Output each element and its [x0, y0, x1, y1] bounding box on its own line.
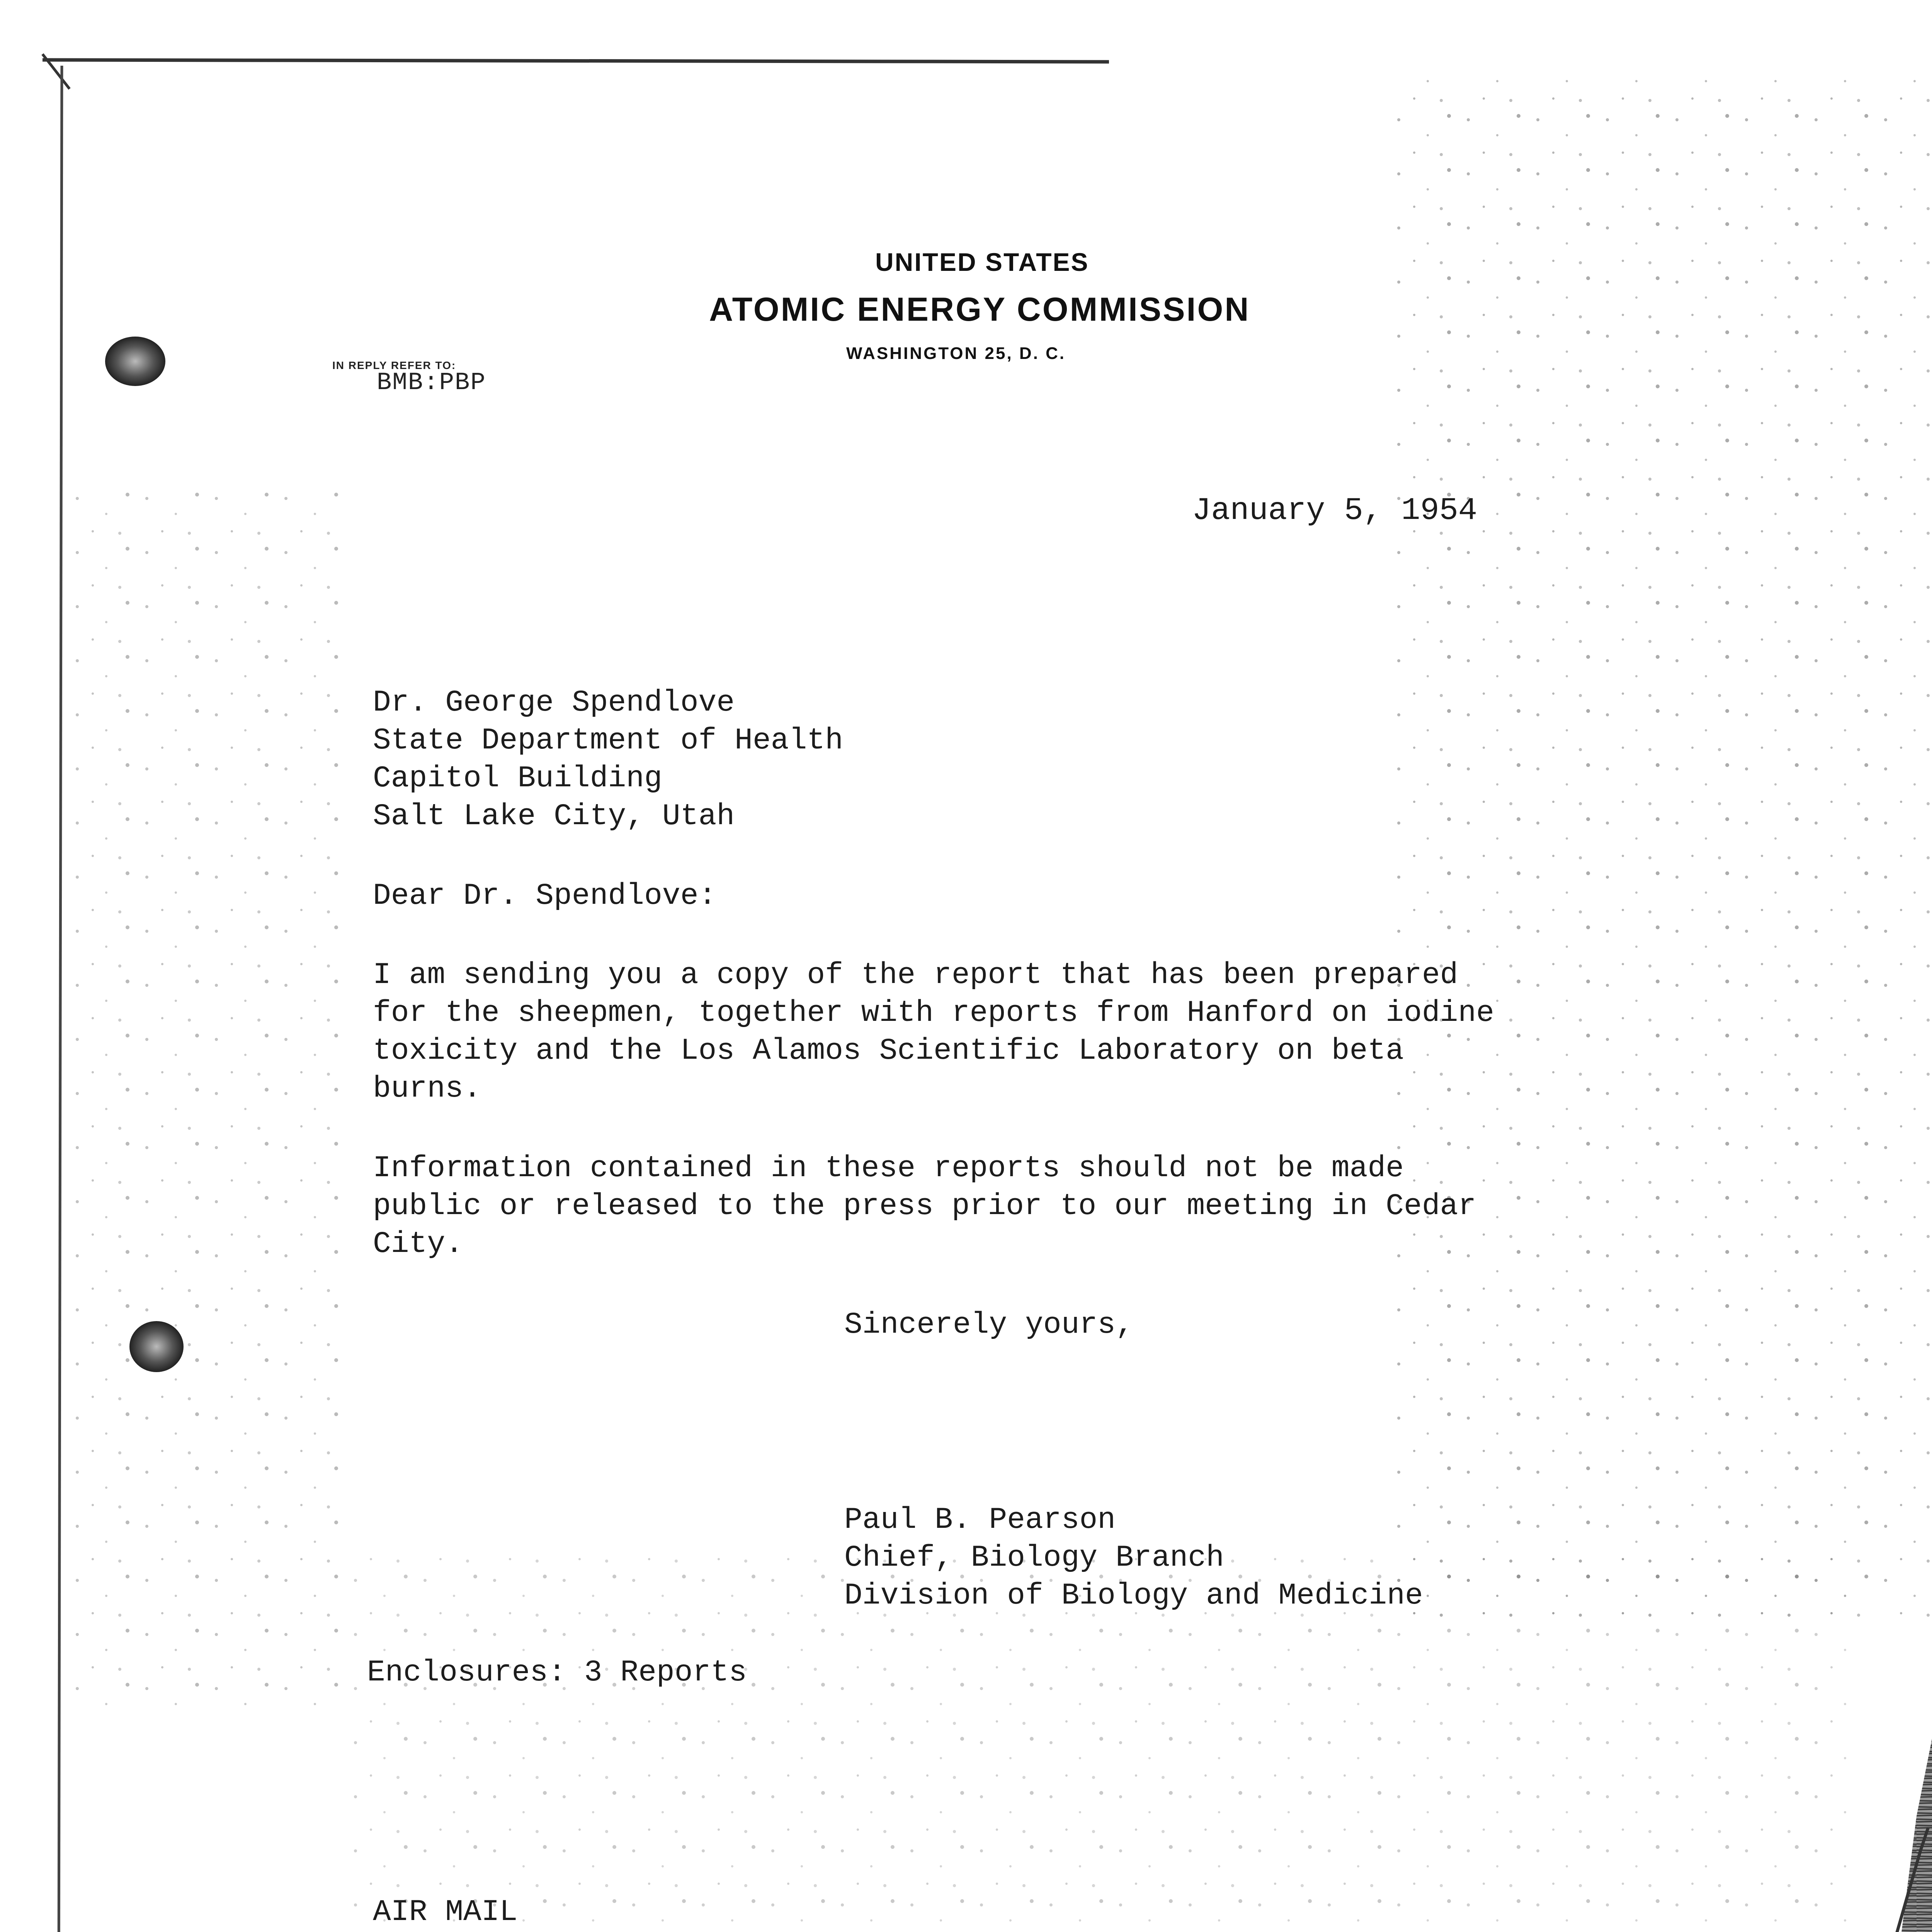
air-mail-note: AIR MAIL [373, 1895, 518, 1929]
signer-division: Division of Biology and Medicine [844, 1579, 1423, 1613]
punch-hole-top [105, 337, 165, 386]
reply-reference-label: IN REPLY REFER TO: [332, 359, 456, 371]
letterhead-agency: ATOMIC ENERGY COMMISSION [709, 291, 1250, 328]
body-line: burns. [373, 1072, 481, 1106]
body-line: for the sheepmen, together with reports from Hanford on iodine [373, 996, 1495, 1030]
letterhead-country: UNITED STATES [875, 248, 1089, 276]
signature-block [844, 1501, 1423, 1615]
recipient-line: Capitol Building [373, 762, 662, 796]
body-line: I am sending you a copy of the report that has been prepared [373, 958, 1458, 992]
letter-date: January 5, 1954 [1192, 493, 1478, 529]
recipient-line: Salt Lake City, Utah [373, 799, 735, 833]
recipient-line: Dr. George Spendlove [373, 686, 735, 720]
body-line: City. [373, 1227, 464, 1261]
enclosures-note: Enclosures: 3 Reports [367, 1656, 747, 1690]
body-paragraph-2 [373, 1150, 1476, 1263]
body-line: toxicity and the Los Alamos Scientific Laboratory on beta [373, 1034, 1404, 1068]
complimentary-close: Sincerely yours, [844, 1308, 1134, 1342]
body-line: public or released to the press prior to our meeting in Cedar [373, 1189, 1476, 1223]
body-paragraph-1 [373, 956, 1494, 1108]
signer-title: Chief, Biology Branch [844, 1541, 1224, 1575]
signer-name: Paul B. Pearson [844, 1503, 1116, 1537]
salutation: Dear Dr. Spendlove: [373, 879, 717, 913]
body-line: Information contained in these reports should not be made [373, 1151, 1404, 1185]
top-border-line [43, 60, 1109, 62]
left-border-line [58, 66, 62, 1932]
recipient-address [373, 684, 843, 835]
reply-reference-code: BMB:PBP [377, 369, 486, 397]
recipient-line: State Department of Health [373, 724, 843, 758]
letterhead-location: WASHINGTON 25, D. C. [846, 344, 1066, 363]
punch-hole-middle [129, 1321, 184, 1372]
